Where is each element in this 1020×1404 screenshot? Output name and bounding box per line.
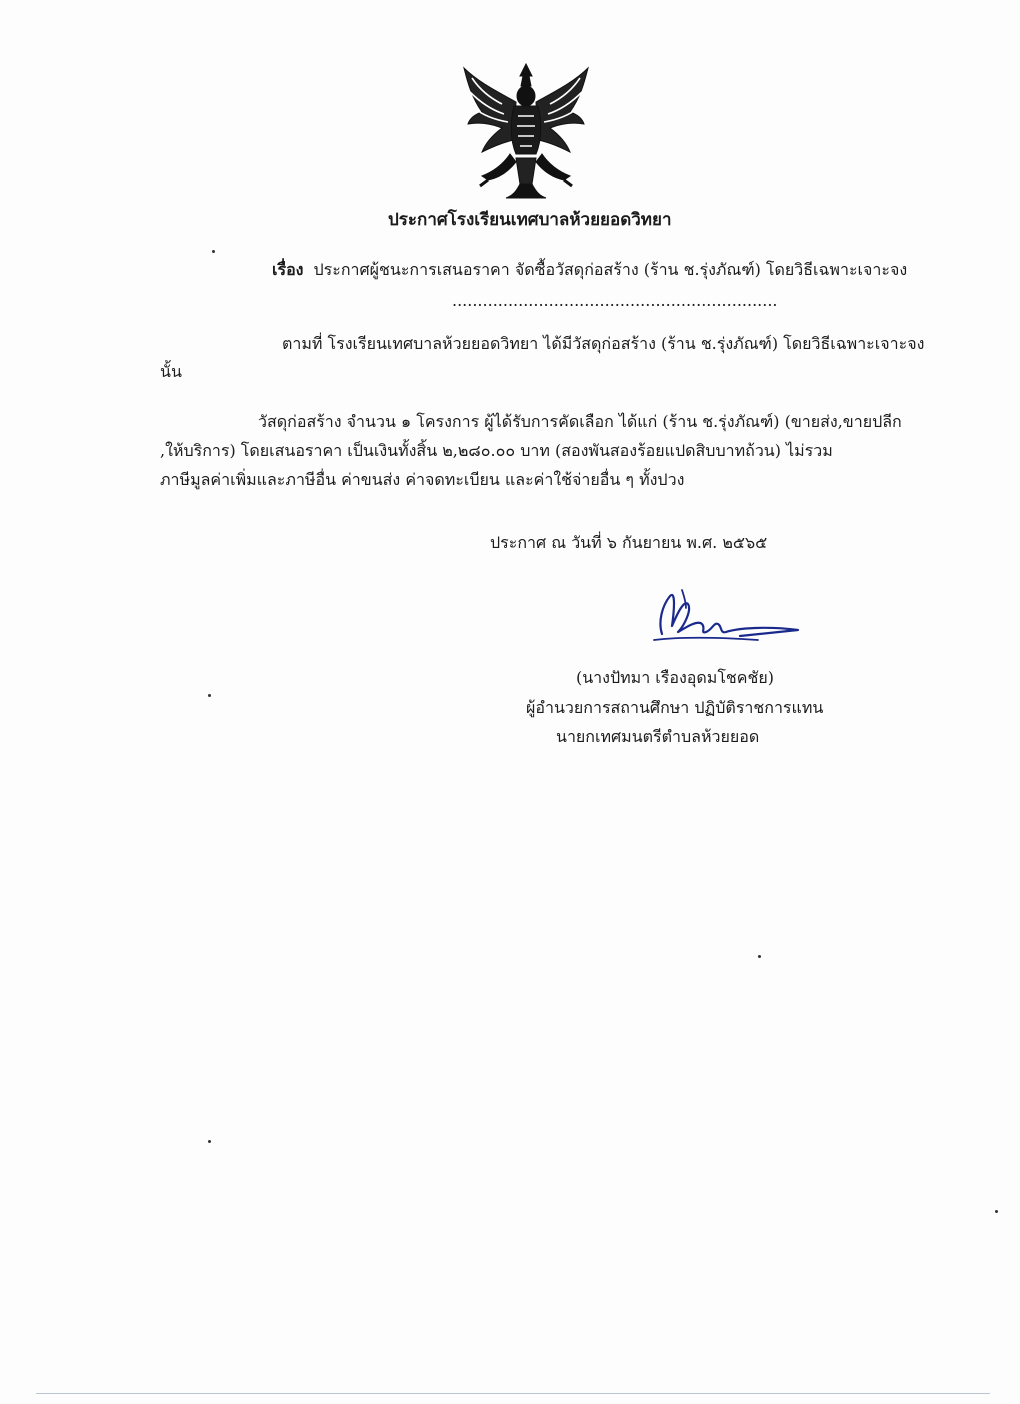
subject-line bbox=[272, 259, 907, 281]
handwritten-signature bbox=[648, 582, 808, 648]
scan-speck bbox=[208, 694, 211, 697]
paragraph-1-line-1: ตามที่ โรงเรียนเทศบาลห้วยยอดวิทยา ได้มีวัสดุก่อสร้าง (ร้าน ช.รุ่งภัณฑ์) โดยวิธีเฉพาะเจาะจง bbox=[282, 334, 925, 353]
scan-speck bbox=[995, 1210, 998, 1213]
signer-position-2: นายกเทศมนตรีตำบลห้วยยอด bbox=[556, 727, 760, 746]
paragraph-2-line-3: ภาษีมูลค่าเพิ่มและภาษีอื่น ค่าขนส่ง ค่าจดทะเบียน และค่าใช้จ่ายอื่น ๆ ทั้งปวง bbox=[160, 470, 685, 489]
signer-name: (นางปัทมา เรืองอุดมโชคชัย) bbox=[576, 668, 774, 687]
paragraph-1-line-2: นั้น bbox=[160, 362, 182, 381]
document-title: ประกาศโรงเรียนเทศบาลห้วยยอดวิทยา bbox=[388, 210, 672, 230]
paragraph-2-line-1: วัสดุก่อสร้าง จำนวน ๑ โครงการ ผู้ได้รับการคัดเลือก ได้แก่ (ร้าน ช.รุ่งภัณฑ์) (ขายส่ง,ขายปลีก bbox=[258, 412, 902, 431]
subject-text: ประกาศผู้ชนะการเสนอราคา จัดซื้อวัสดุก่อสร้าง (ร้าน ช.รุ่งภัณฑ์) โดยวิธีเฉพาะเจาะจง bbox=[313, 260, 908, 279]
paragraph-2-line-2: ,ให้บริการ) โดยเสนอราคา เป็นเงินทั้งสิ้น ๒,๒๘๐.๐๐ บาท (สองพันสองร้อยแปดสิบบาทถ้วน) ไม่รวม bbox=[160, 441, 833, 460]
garuda-emblem-icon bbox=[458, 62, 594, 202]
scan-speck bbox=[208, 1140, 211, 1143]
scan-speck bbox=[212, 250, 215, 253]
signer-position-1: ผู้อำนวยการสถานศึกษา ปฏิบัติราชการแทน bbox=[526, 698, 824, 717]
separator-line: ................................................................ bbox=[452, 291, 778, 310]
announcement-date: ประกาศ ณ วันที่ ๖ กันยายน พ.ศ. ๒๕๖๕ bbox=[490, 533, 768, 552]
scan-speck bbox=[758, 955, 761, 958]
page-bottom-edge bbox=[36, 1393, 990, 1394]
subject-label: เรื่อง bbox=[272, 260, 304, 279]
